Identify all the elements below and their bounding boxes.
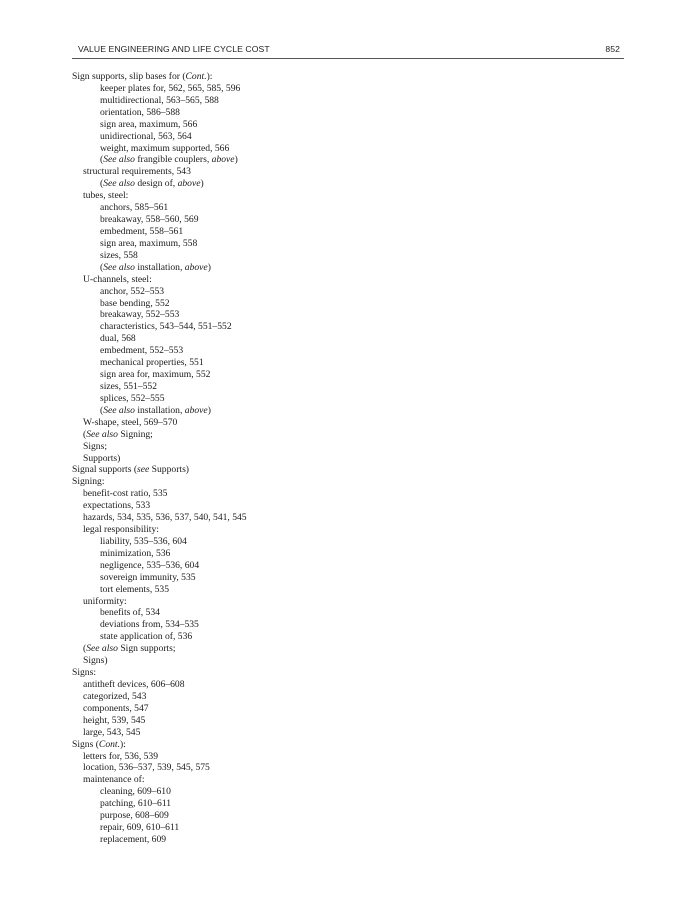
- index-text: negligence, 535–536, 604: [100, 559, 200, 571]
- index-text: uniformity:: [83, 595, 127, 607]
- running-header-title: VALUE ENGINEERING AND LIFE CYCLE COST: [78, 44, 270, 54]
- running-header: [72, 43, 624, 57]
- index-text: expectations, 533: [83, 500, 151, 512]
- index-text: large, 543, 545: [83, 726, 141, 738]
- index-subentry: [72, 715, 572, 727]
- index-sub-subentry: [72, 143, 572, 155]
- index-main-entry: [72, 71, 572, 83]
- index-text: ): [234, 154, 238, 166]
- index-text: Signing:: [72, 476, 105, 488]
- index-sub-subentry: [72, 262, 572, 274]
- index-subentry: [72, 774, 572, 786]
- index-italic-text: See also: [103, 261, 135, 273]
- index-text: structural requirements, 543: [83, 166, 191, 178]
- index-entries: [72, 71, 572, 846]
- index-sub-subentry: [72, 786, 572, 798]
- index-sub-subentry: [72, 798, 572, 810]
- index-text: sizes, 558: [100, 249, 138, 261]
- index-text: legal responsibility:: [83, 524, 159, 536]
- index-text: mechanical properties, 551: [100, 357, 204, 369]
- index-text: benefits of, 534: [100, 607, 160, 619]
- index-main-entry: [72, 667, 572, 679]
- index-sub-subentry: [72, 369, 572, 381]
- index-main-entry: [72, 739, 572, 751]
- index-italic-text: Cont.: [185, 71, 207, 82]
- index-sub-subentry: [72, 178, 572, 190]
- index-subentry: [72, 488, 572, 500]
- index-sub-subentry: [72, 345, 572, 357]
- index-subentry: [72, 512, 572, 524]
- index-sub-subentry: [72, 95, 572, 107]
- index-text: ): [207, 404, 211, 416]
- index-text: sizes, 551–552: [100, 380, 158, 392]
- index-text: repair, 609, 610–611: [100, 822, 180, 834]
- index-text: sign area for, maximum, 552: [100, 369, 211, 381]
- index-text: Signs;: [83, 440, 107, 452]
- index-text: liability, 535–536, 604: [100, 535, 187, 547]
- index-sub-subentry: [72, 381, 572, 393]
- index-sub-subentry: [72, 309, 572, 321]
- index-italic-text: See also: [103, 178, 135, 190]
- index-text: categorized, 543: [83, 690, 147, 702]
- index-subentry: [72, 190, 572, 202]
- index-italic-text: See also: [103, 404, 135, 416]
- index-text: ):: [119, 738, 126, 750]
- index-text: ): [200, 178, 204, 190]
- index-text: Signal supports (: [72, 464, 138, 476]
- index-subentry: [72, 727, 572, 739]
- index-text: sign area, maximum, 566: [100, 118, 198, 130]
- index-text: splices, 552–555: [100, 392, 165, 404]
- index-text: anchors, 585–561: [100, 202, 169, 214]
- index-text: anchor, 552–553: [100, 285, 165, 297]
- index-text: purpose, 608–609: [100, 810, 169, 822]
- index-sub-subentry: [72, 393, 572, 405]
- index-text: Signs:: [72, 667, 96, 679]
- index-main-entry: [72, 476, 572, 488]
- index-italic-text: above: [211, 154, 235, 166]
- index-subentry: [72, 655, 572, 667]
- index-sub-subentry: [72, 572, 572, 584]
- index-sub-subentry: [72, 536, 572, 548]
- index-subentry: [72, 691, 572, 703]
- index-text: state application of, 536: [100, 631, 193, 643]
- index-sub-subentry: [72, 321, 572, 333]
- index-sub-subentry: [72, 119, 572, 131]
- index-text: Signs): [83, 655, 108, 667]
- index-text: Supports): [83, 452, 121, 464]
- index-text: installation,: [134, 404, 185, 416]
- index-text: maintenance of:: [83, 774, 145, 786]
- index-italic-text: above: [184, 261, 208, 273]
- index-text: installation,: [134, 261, 185, 273]
- index-sub-subentry: [72, 214, 572, 226]
- index-italic-text: above: [184, 404, 208, 416]
- index-sub-subentry: [72, 810, 572, 822]
- index-sub-subentry: [72, 822, 572, 834]
- index-sub-subentry: [72, 83, 572, 95]
- index-text: U-channels, steel:: [83, 273, 152, 285]
- index-sub-subentry: [72, 286, 572, 298]
- index-text: (: [83, 643, 87, 655]
- index-sub-subentry: [72, 298, 572, 310]
- index-text: characteristics, 543–544, 551–552: [100, 321, 232, 333]
- index-text: Supports): [149, 464, 189, 476]
- index-text: Signing;: [117, 428, 153, 440]
- index-sub-subentry: [72, 631, 572, 643]
- index-sub-subentry: [72, 107, 572, 119]
- index-subentry: [72, 500, 572, 512]
- index-text: sovereign immunity, 535: [100, 571, 196, 583]
- index-text: ): [207, 261, 211, 273]
- index-sub-subentry: [72, 584, 572, 596]
- index-text: (: [100, 404, 104, 416]
- index-subentry: [72, 679, 572, 691]
- index-subentry: [72, 762, 572, 774]
- index-text: frangible couplers,: [134, 154, 212, 166]
- index-italic-text: See also: [103, 154, 135, 166]
- index-sub-subentry: [72, 131, 572, 143]
- index-sub-subentry: [72, 333, 572, 345]
- index-italic-text: See also: [86, 643, 118, 655]
- index-text: (: [83, 428, 87, 440]
- header-rule: [72, 58, 624, 59]
- index-text: patching, 610–611: [100, 798, 172, 810]
- index-text: multidirectional, 563–565, 588: [100, 94, 219, 106]
- index-subentry: [72, 429, 572, 441]
- page-number: 852: [605, 44, 620, 54]
- index-subentry: [72, 417, 572, 429]
- index-text: minimization, 536: [100, 547, 171, 559]
- index-subentry: [72, 441, 572, 453]
- index-italic-text: see: [137, 464, 150, 476]
- index-text: breakaway, 558–560, 569: [100, 214, 199, 226]
- index-text: (: [100, 261, 104, 273]
- index-subentry: [72, 703, 572, 715]
- index-text: location, 536–537, 539, 545, 575: [83, 762, 210, 774]
- index-subentry: [72, 524, 572, 536]
- index-sub-subentry: [72, 560, 572, 572]
- index-italic-text: Cont.: [98, 738, 120, 750]
- index-text: deviations from, 534–535: [100, 619, 199, 631]
- index-text: Sign supports;: [117, 643, 176, 655]
- index-main-entry: [72, 464, 572, 476]
- index-text: replacement, 609: [100, 834, 167, 845]
- index-subentry: [72, 453, 572, 465]
- index-text: (: [100, 178, 104, 190]
- index-text: unidirectional, 563, 564: [100, 130, 192, 142]
- index-text: base bending, 552: [100, 297, 170, 309]
- index-sub-subentry: [72, 607, 572, 619]
- index-text: cleaning, 609–610: [100, 786, 171, 798]
- index-text: antitheft devices, 606–608: [83, 679, 185, 691]
- index-text: orientation, 586–588: [100, 106, 180, 118]
- index-text: embedment, 552–553: [100, 345, 184, 357]
- index-text: design of,: [134, 178, 178, 190]
- index-sub-subentry: [72, 154, 572, 166]
- index-text: keeper plates for, 562, 565, 585, 596: [100, 82, 241, 94]
- index-text: embedment, 558–561: [100, 225, 184, 237]
- index-subentry: [72, 596, 572, 608]
- index-italic-text: See also: [86, 428, 118, 440]
- index-text: tubes, steel:: [83, 190, 129, 202]
- index-sub-subentry: [72, 238, 572, 250]
- index-text: hazards, 534, 535, 536, 537, 540, 541, 545: [83, 512, 247, 524]
- index-text: dual, 568: [100, 333, 136, 345]
- index-sub-subentry: [72, 405, 572, 417]
- index-sub-subentry: [72, 548, 572, 560]
- index-sub-subentry: [72, 357, 572, 369]
- index-subentry: [72, 274, 572, 286]
- index-text: Signs (: [72, 738, 99, 750]
- index-text: breakaway, 552–553: [100, 309, 180, 321]
- index-text: components, 547: [83, 702, 149, 714]
- index-text: weight, maximum supported, 566: [100, 142, 230, 154]
- index-subentry: [72, 751, 572, 763]
- index-sub-subentry: [72, 202, 572, 214]
- index-text: tort elements, 535: [100, 583, 170, 595]
- index-text: ):: [206, 71, 213, 82]
- index-text: (: [100, 154, 104, 166]
- index-text: benefit-cost ratio, 535: [83, 488, 168, 500]
- index-italic-text: above: [177, 178, 201, 190]
- index-text: Sign supports, slip bases for (: [72, 71, 186, 82]
- index-sub-subentry: [72, 226, 572, 238]
- index-text: height, 539, 545: [83, 714, 146, 726]
- index-sub-subentry: [72, 834, 572, 846]
- index-text: sign area, maximum, 558: [100, 237, 198, 249]
- index-sub-subentry: [72, 619, 572, 631]
- index-subentry: [72, 643, 572, 655]
- index-text: letters for, 536, 539: [83, 750, 159, 762]
- index-sub-subentry: [72, 250, 572, 262]
- index-subentry: [72, 166, 572, 178]
- index-text: W-shape, steel, 569–570: [83, 416, 178, 428]
